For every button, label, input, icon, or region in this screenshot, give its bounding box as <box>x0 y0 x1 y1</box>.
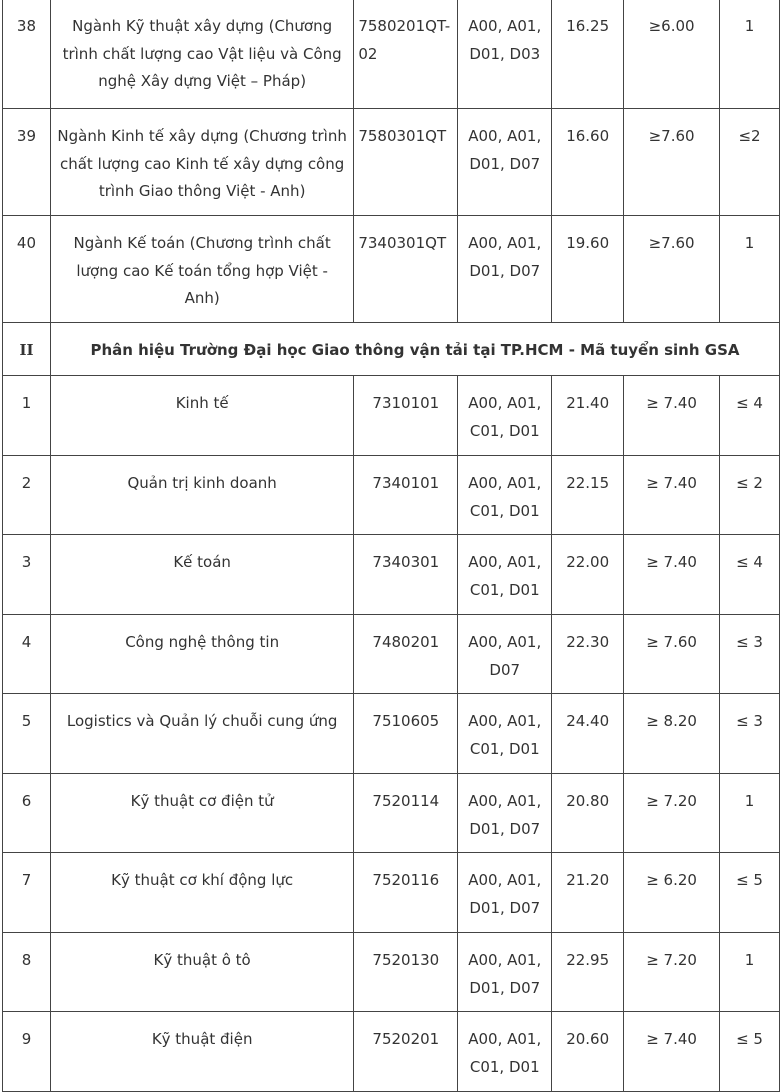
cell-code: 7520114 <box>354 774 458 853</box>
cell-groups: A00, A01, D01, D07 <box>458 216 552 323</box>
table-row <box>3 853 780 933</box>
cell-stt: 3 <box>3 535 51 615</box>
cell-groups: A00, A01, C01, D01 <box>458 694 552 774</box>
cell-score: 20.80 <box>552 774 624 853</box>
cell-priority: 1 <box>720 933 780 1012</box>
cell-groups: A00, A01, C01, D01 <box>458 1012 552 1092</box>
cell-score: 24.40 <box>552 694 624 774</box>
cell-groups: A00, A01, D01, D07 <box>458 933 552 1012</box>
cell-stt: 4 <box>3 615 51 694</box>
table-row <box>3 376 780 456</box>
table-row <box>3 456 780 535</box>
cell-priority: 1 <box>720 0 780 109</box>
cell-name: Ngành Kế toán (Chương trình chất lượng cao Kế toán tổng hợp Việt - Anh) <box>50 216 353 323</box>
cell-code: 7520130 <box>354 933 458 1012</box>
cell-stt: 38 <box>3 0 51 109</box>
cell-groups: A00, A01, D01, D07 <box>458 109 552 216</box>
cell-gpa: ≥7.60 <box>624 109 720 216</box>
cell-code: 7340301QT <box>354 216 458 323</box>
cell-name: Logistics và Quản lý chuỗi cung ứng <box>50 694 353 774</box>
table-row <box>3 694 780 774</box>
table-body-top <box>3 0 780 1092</box>
cell-code: 7520201 <box>354 1012 458 1092</box>
table-row <box>3 535 780 615</box>
cell-gpa: ≥ 6.20 <box>624 853 720 933</box>
cell-gpa: ≥ 7.40 <box>624 456 720 535</box>
cell-gpa: ≥ 7.20 <box>624 933 720 1012</box>
cell-name: Kỹ thuật ô tô <box>50 933 353 1012</box>
cell-gpa: ≥7.60 <box>624 216 720 323</box>
cell-stt: 39 <box>3 109 51 216</box>
cell-gpa: ≥ 7.60 <box>624 615 720 694</box>
cell-code: 7340301 <box>354 535 458 615</box>
cell-groups: A00, A01, C01, D01 <box>458 456 552 535</box>
cell-groups: A00, A01, D01, D03 <box>458 0 552 109</box>
cell-priority: ≤ 3 <box>720 694 780 774</box>
cell-name: Kinh tế <box>50 376 353 456</box>
cell-priority: 1 <box>720 216 780 323</box>
cell-code: 7480201 <box>354 615 458 694</box>
cell-score: 19.60 <box>552 216 624 323</box>
cell-gpa: ≥ 7.20 <box>624 774 720 853</box>
cell-name: Kỹ thuật cơ điện tử <box>50 774 353 853</box>
cell-score: 16.25 <box>552 0 624 109</box>
cell-score: 21.20 <box>552 853 624 933</box>
cell-priority: ≤2 <box>720 109 780 216</box>
cell-gpa: ≥ 7.40 <box>624 1012 720 1092</box>
table-row <box>3 615 780 694</box>
cell-gpa: ≥ 8.20 <box>624 694 720 774</box>
cell-stt: 40 <box>3 216 51 323</box>
cell-score: 20.60 <box>552 1012 624 1092</box>
cell-stt: 1 <box>3 376 51 456</box>
cell-name: Công nghệ thông tin <box>50 615 353 694</box>
cell-name: Kế toán <box>50 535 353 615</box>
cell-priority: ≤ 4 <box>720 376 780 456</box>
cell-code: 7580301QT <box>354 109 458 216</box>
cell-stt: 5 <box>3 694 51 774</box>
cell-name: Kỹ thuật điện <box>50 1012 353 1092</box>
cell-score: 22.15 <box>552 456 624 535</box>
cell-stt: 7 <box>3 853 51 933</box>
cell-stt: 9 <box>3 1012 51 1092</box>
table-row <box>3 933 780 1012</box>
table-row <box>3 774 780 853</box>
admission-table <box>2 0 780 1092</box>
cell-score: 22.00 <box>552 535 624 615</box>
cell-groups: A00, A01, D01, D07 <box>458 774 552 853</box>
cell-stt: 2 <box>3 456 51 535</box>
cell-code: 7520116 <box>354 853 458 933</box>
cell-priority: ≤ 3 <box>720 615 780 694</box>
table-row <box>3 0 780 109</box>
cell-priority: ≤ 5 <box>720 853 780 933</box>
cell-score: 16.60 <box>552 109 624 216</box>
cell-priority: ≤ 4 <box>720 535 780 615</box>
table-row <box>3 109 780 216</box>
cell-name: Quản trị kinh doanh <box>50 456 353 535</box>
cell-code: 7340101 <box>354 456 458 535</box>
table-row <box>3 216 780 323</box>
cell-gpa: ≥6.00 <box>624 0 720 109</box>
cell-name: Ngành Kỹ thuật xây dựng (Chương trình chất lượng cao Vật liệu và Công nghệ Xây dựng Việt – Pháp) <box>50 0 353 109</box>
cell-code: 7510605 <box>354 694 458 774</box>
cell-stt: 6 <box>3 774 51 853</box>
cell-name: Ngành Kinh tế xây dựng (Chương trình chất lượng cao Kinh tế xây dựng công trình Giao thông Việt - Anh) <box>50 109 353 216</box>
cell-gpa: ≥ 7.40 <box>624 376 720 456</box>
cell-groups: A00, A01, D01, D07 <box>458 853 552 933</box>
cell-score: 22.95 <box>552 933 624 1012</box>
cell-priority: 1 <box>720 774 780 853</box>
cell-priority: ≤ 2 <box>720 456 780 535</box>
cell-gpa: ≥ 7.40 <box>624 535 720 615</box>
cell-priority: ≤ 5 <box>720 1012 780 1092</box>
cell-code: 7580201QT-02 <box>354 0 458 109</box>
table-row <box>3 1012 780 1092</box>
cell-name: Kỹ thuật cơ khí động lực <box>50 853 353 933</box>
section-title: Phân hiệu Trường Đại học Giao thông vận tải tại TP.HCM - Mã tuyển sinh GSA <box>50 323 779 376</box>
section-header-row <box>3 323 780 376</box>
cell-groups: A00, A01, D07 <box>458 615 552 694</box>
cell-score: 21.40 <box>552 376 624 456</box>
cell-groups: A00, A01, C01, D01 <box>458 535 552 615</box>
cell-score: 22.30 <box>552 615 624 694</box>
cell-stt: 8 <box>3 933 51 1012</box>
cell-groups: A00, A01, C01, D01 <box>458 376 552 456</box>
section-number: II <box>3 323 51 376</box>
cell-code: 7310101 <box>354 376 458 456</box>
